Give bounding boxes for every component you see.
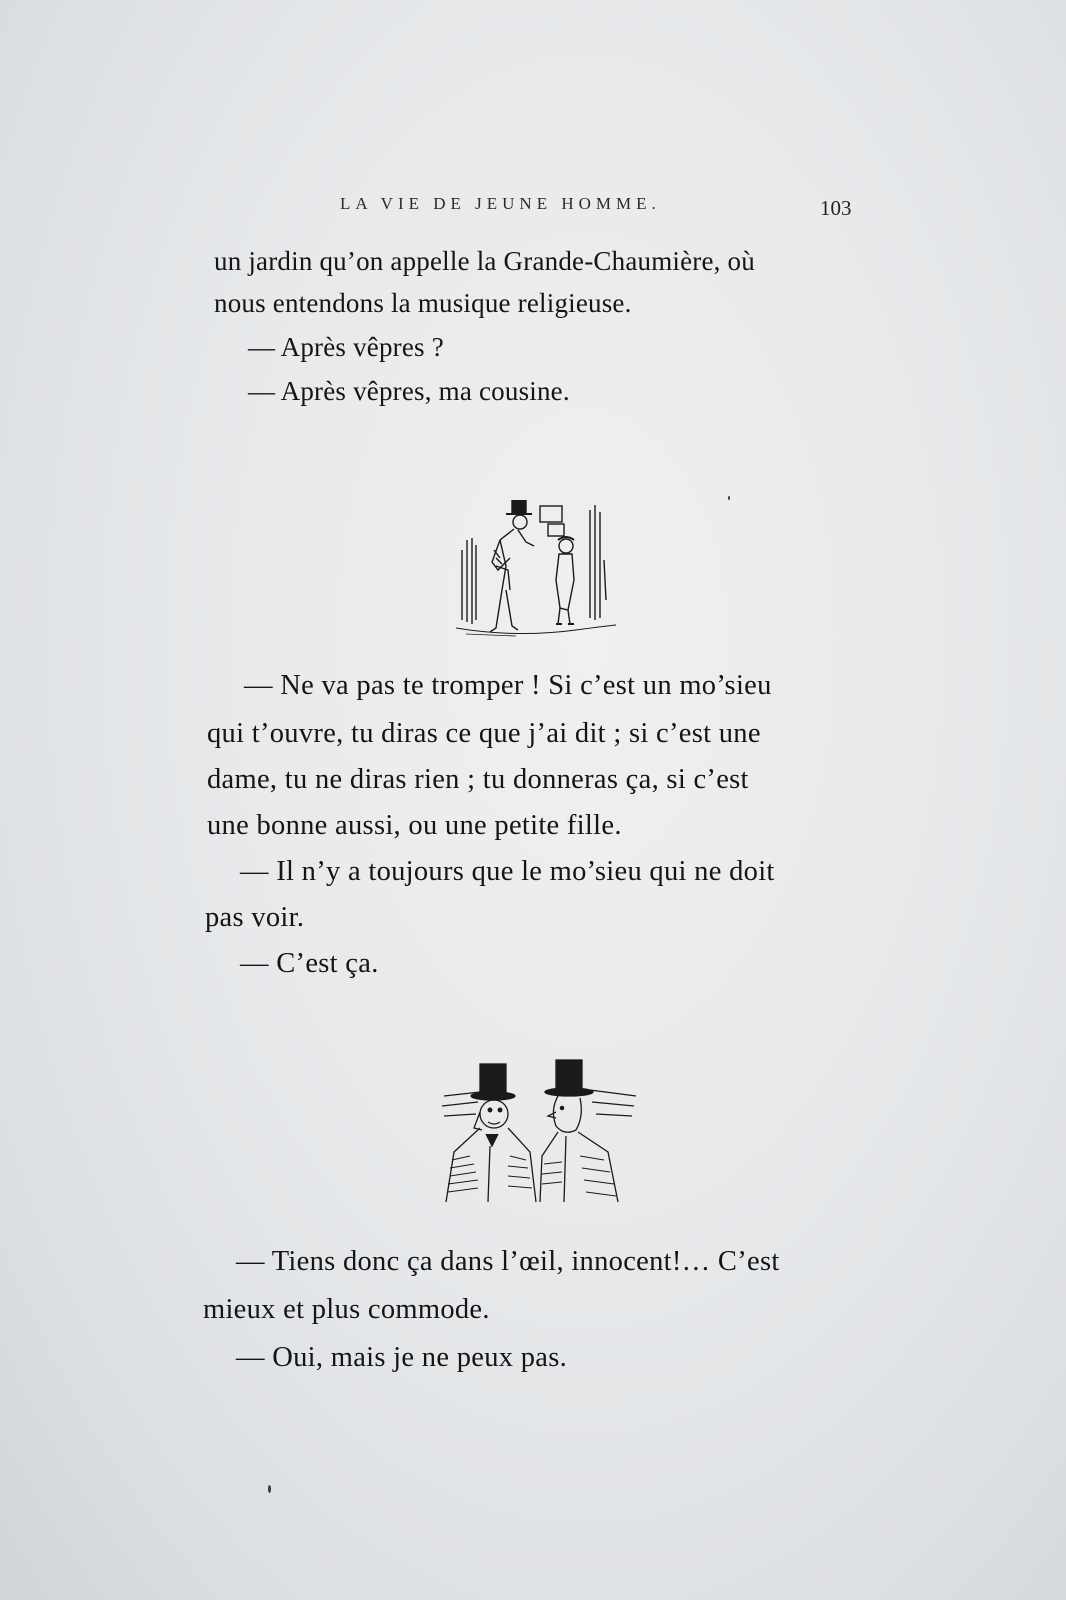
text-line: qui t’ouvre, tu diras ce que j’ai dit ; si c’est une — [207, 718, 761, 749]
text-line: — C’est ça. — [240, 948, 379, 979]
text-line: — Tiens donc ça dans l’œil, innocent!… C’est — [236, 1246, 780, 1277]
text-line: — Après vêpres ? — [248, 332, 444, 362]
paper-speck — [268, 1485, 271, 1493]
text-line: pas voir. — [205, 902, 305, 933]
man-with-top-hat-and-boy-at-door-illustration — [456, 500, 616, 648]
text-line: — Ne va pas te tromper ! Si c’est un mo’sieu — [244, 670, 772, 701]
page-number: 103 — [820, 196, 852, 220]
text-line: dame, tu ne diras rien ; tu donneras ça, si c’est — [207, 764, 749, 795]
text-line: mieux et plus commode. — [203, 1294, 490, 1325]
text-line: — Après vêpres, ma cousine. — [248, 376, 570, 406]
running-title: LA VIE DE JEUNE HOMME. — [340, 194, 661, 213]
text-line: — Oui, mais je ne peux pas. — [236, 1342, 568, 1373]
text-line: nous entendons la musique religieuse. — [214, 288, 632, 318]
text-line: une bonne aussi, ou une petite fille. — [207, 810, 622, 841]
text-line: — Il n’y a toujours que le mo’sieu qui ne doit — [240, 856, 775, 887]
paper-speck — [728, 496, 730, 500]
two-men-in-top-hats-illustration — [440, 1056, 640, 1206]
text-line: un jardin qu’on appelle la Grande-Chaumière, où — [214, 246, 755, 276]
